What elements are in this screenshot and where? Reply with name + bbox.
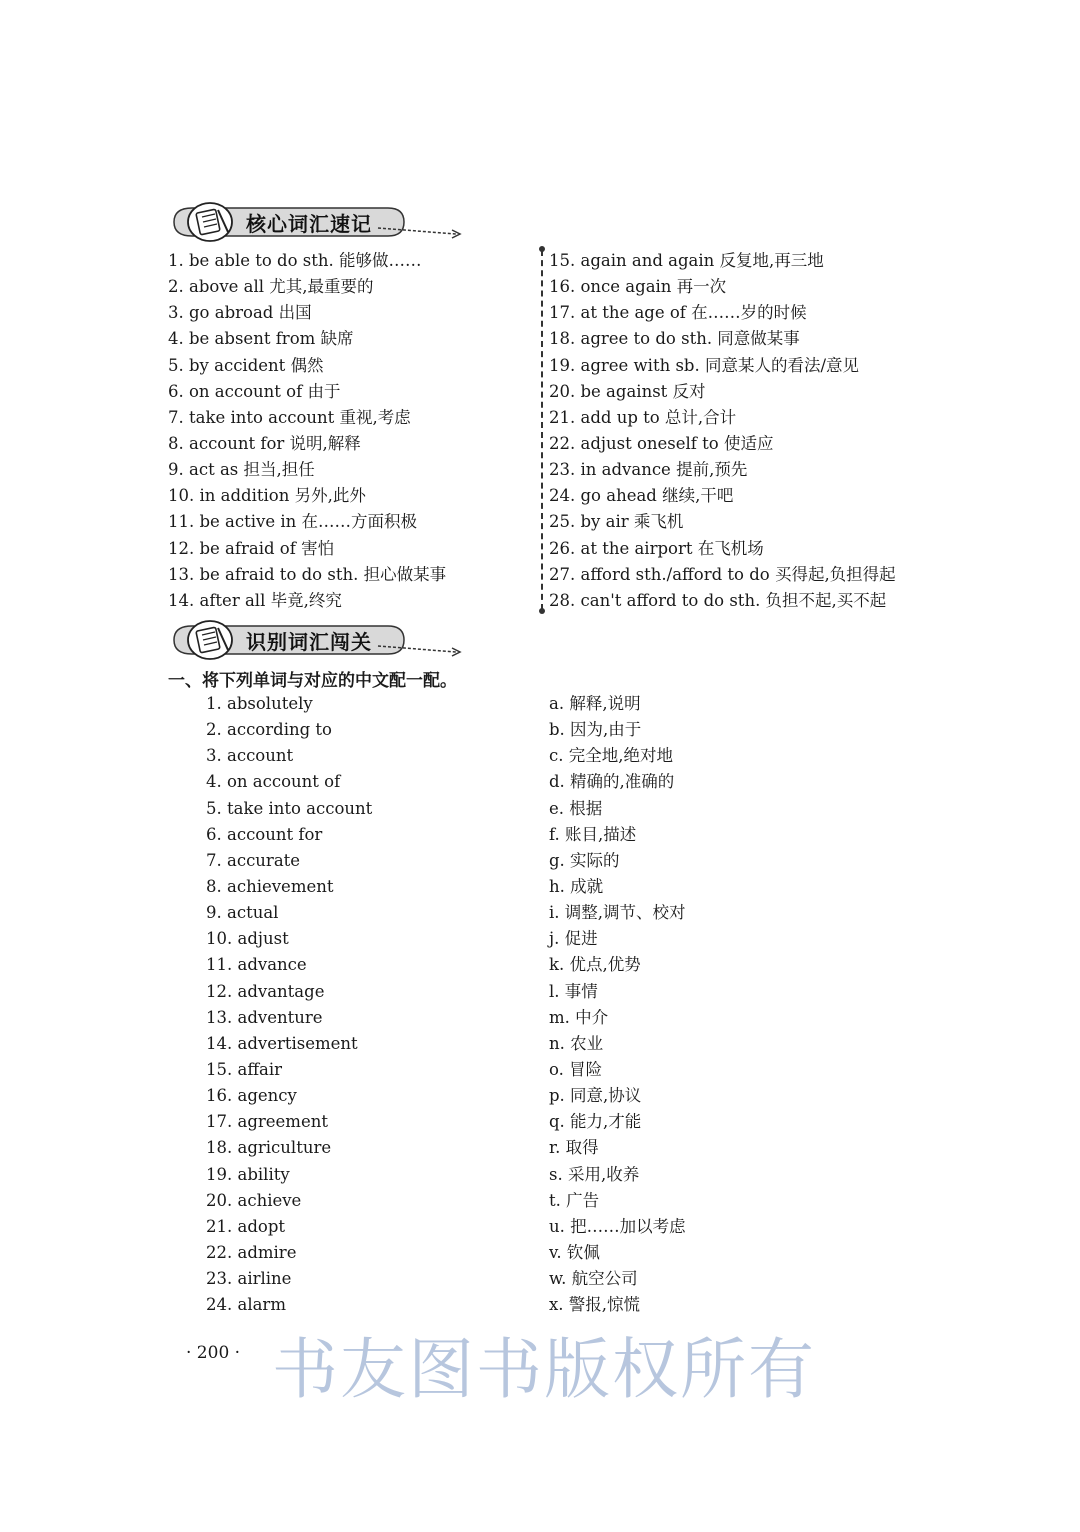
vocab-item: 2. above all 尤其,最重要的	[168, 277, 374, 297]
word-item: 22. admire	[206, 1242, 297, 1262]
english-word-list	[206, 691, 506, 1318]
vocab-item: 1. be able to do sth. 能够做……	[168, 251, 422, 270]
page-number: · 200 ·	[186, 1343, 241, 1363]
word-item: 17. agreement	[206, 1112, 328, 1132]
vocab-item: 12. be afraid of 害怕	[168, 538, 335, 558]
meaning-item: j. 促进	[549, 929, 598, 949]
vocab-item: 8. account for 说明,解释	[168, 433, 361, 453]
word-item: 14. advertisement	[206, 1033, 358, 1053]
meaning-item: o. 冒险	[549, 1059, 603, 1079]
vocab-list-left	[168, 248, 528, 614]
meaning-item: m. 中介	[549, 1007, 609, 1027]
meaning-item: u. 把……加以考虑	[549, 1216, 686, 1236]
vocab-item: 25. by air 乘飞机	[549, 512, 684, 532]
divider-dot	[539, 608, 545, 614]
vocab-item: 17. at the age of 在……岁的时候	[549, 303, 807, 323]
vocab-item: 13. be afraid to do sth. 担心做某事	[168, 564, 447, 584]
word-item: 24. alarm	[206, 1295, 286, 1315]
word-item: 19. ability	[206, 1164, 290, 1184]
section-banner-recognize-vocab	[168, 620, 464, 660]
vocab-item: 10. in addition 另外,此外	[168, 486, 366, 506]
vocab-item: 4. be absent from 缺席	[168, 329, 354, 349]
vocab-item: 23. in advance 提前,预先	[549, 460, 748, 480]
meaning-item: a. 解释,说明	[549, 694, 641, 713]
meaning-item: q. 能力,才能	[549, 1112, 642, 1132]
meaning-item: i. 调整,调节、校对	[549, 903, 686, 923]
vocab-item: 24. go ahead 继续,干吧	[549, 486, 734, 506]
meaning-item: t. 广告	[549, 1190, 600, 1210]
vocab-item: 5. by accident 偶然	[168, 355, 324, 375]
section-title: 核心词汇速记	[246, 212, 372, 236]
word-item: 4. on account of	[206, 772, 341, 792]
word-item: 1. absolutely	[206, 694, 313, 713]
meaning-item: c. 完全地,绝对地	[549, 746, 673, 766]
word-item: 9. actual	[206, 903, 279, 923]
chinese-meaning-list	[549, 691, 849, 1318]
watermark: 书友图书版权所有	[272, 1331, 816, 1408]
meaning-item: s. 采用,收养	[549, 1164, 640, 1184]
notebook-icon	[188, 621, 232, 659]
word-item: 20. achieve	[206, 1190, 302, 1210]
meaning-item: n. 农业	[549, 1033, 604, 1053]
vocab-item: 14. after all 毕竟,终究	[168, 590, 342, 610]
section-title: 识别词汇闯关	[246, 630, 372, 654]
meaning-item: d. 精确的,准确的	[549, 772, 675, 792]
notebook-icon	[188, 203, 232, 241]
word-item: 10. adjust	[206, 929, 289, 949]
word-item: 18. agriculture	[206, 1138, 332, 1158]
meaning-item: e. 根据	[549, 798, 603, 818]
vocab-list-right	[549, 248, 929, 614]
section-banner-core-vocab	[168, 202, 464, 242]
meaning-item: w. 航空公司	[549, 1269, 638, 1289]
word-item: 12. advantage	[206, 981, 325, 1001]
meaning-item: f. 账目,描述	[549, 824, 637, 844]
word-item: 11. advance	[206, 955, 307, 975]
meaning-item: x. 警报,惊慌	[549, 1295, 641, 1315]
vocab-item: 19. agree with sb. 同意某人的看法/意见	[549, 355, 860, 375]
meaning-item: b. 因为,由于	[549, 720, 642, 740]
vocab-item: 15. again and again 反复地,再三地	[549, 251, 824, 270]
column-divider	[541, 250, 543, 610]
vocab-item: 22. adjust oneself to 使适应	[549, 433, 774, 453]
vocab-item: 11. be active in 在……方面积极	[168, 512, 418, 532]
word-item: 13. adventure	[206, 1007, 323, 1027]
meaning-item: h. 成就	[549, 876, 604, 896]
vocab-item: 20. be against 反对	[549, 381, 706, 401]
meaning-item: l. 事情	[549, 981, 598, 1001]
exercise-instruction: 一、将下列单词与对应的中文配一配。	[168, 671, 457, 691]
word-item: 2. according to	[206, 720, 332, 740]
word-item: 3. account	[206, 746, 294, 766]
word-item: 5. take into account	[206, 798, 373, 818]
meaning-item: k. 优点,优势	[549, 955, 641, 975]
divider-dot	[539, 246, 545, 252]
vocab-item: 6. on account of 由于	[168, 381, 341, 401]
vocab-item: 28. can't afford to do sth. 负担不起,买不起	[549, 590, 887, 610]
word-item: 6. account for	[206, 824, 323, 844]
vocab-item: 9. act as 担当,担任	[168, 460, 315, 480]
meaning-item: g. 实际的	[549, 850, 620, 870]
vocab-item: 3. go abroad 出国	[168, 303, 312, 323]
word-item: 23. airline	[206, 1269, 292, 1289]
meaning-item: p. 同意,协议	[549, 1086, 642, 1106]
vocab-item: 21. add up to 总计,合计	[549, 407, 737, 427]
vocab-item: 7. take into account 重视,考虑	[168, 407, 411, 427]
word-item: 7. accurate	[206, 850, 301, 870]
vocab-item: 16. once again 再一次	[549, 277, 727, 297]
vocab-item: 18. agree to do sth. 同意做某事	[549, 329, 800, 349]
meaning-item: r. 取得	[549, 1138, 599, 1158]
word-item: 16. agency	[206, 1086, 297, 1106]
meaning-item: v. 钦佩	[549, 1242, 600, 1262]
word-item: 8. achievement	[206, 876, 334, 896]
word-item: 21. adopt	[206, 1216, 286, 1236]
word-item: 15. affair	[206, 1059, 283, 1079]
vocab-item: 27. afford sth./afford to do 买得起,负担得起	[549, 564, 896, 584]
vocab-item: 26. at the airport 在飞机场	[549, 538, 764, 558]
